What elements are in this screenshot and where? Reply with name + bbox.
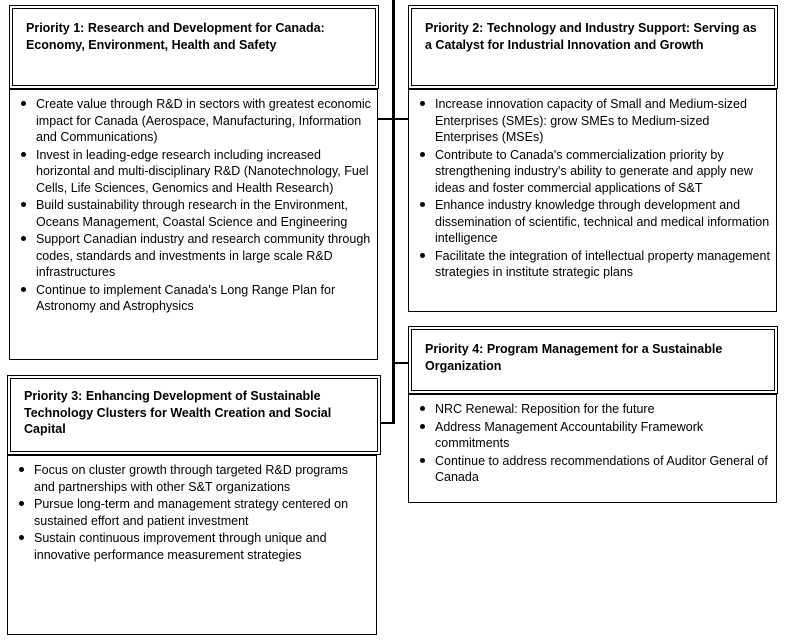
priority1-list-box xyxy=(9,89,378,360)
connector-p1 xyxy=(377,118,393,120)
bullet-icon xyxy=(19,501,24,506)
connector-trunk xyxy=(392,0,395,424)
bullet-icon xyxy=(420,406,425,411)
bullet-icon xyxy=(21,152,26,157)
list-item: Invest in leading-edge research including increased horizontal and multi-disciplinary R&D (Nanotechnology, Fuel Cells, Life Sciences, Genomics and Health Research) xyxy=(18,147,371,197)
priority1-title: Priority 1: Research and Development for Canada: Economy, Environment, Health and Safety xyxy=(26,21,325,52)
priority4-title-box xyxy=(408,326,778,394)
list-item: Focus on cluster growth through targeted R&D programs and partnerships with other S&T organizations xyxy=(16,462,370,495)
list-item: Create value through R&D in sectors with greatest economic impact for Canada (Aerospace, Manufacturing, Information and Communications) xyxy=(18,96,371,146)
list-item: Sustain continuous improvement through unique and innovative performance measurement strategies xyxy=(16,530,370,563)
bullet-icon xyxy=(19,467,24,472)
priority4-title: Priority 4: Program Management for a Sustainable Organization xyxy=(425,342,723,373)
connector-p2 xyxy=(393,118,409,120)
bullet-icon xyxy=(420,458,425,463)
bullet-icon xyxy=(420,152,425,157)
list-item: Contribute to Canada's commercialization priority by strengthening industry's ability to generate and apply new ideas and foster commercial applications of S&T xyxy=(417,147,770,197)
connector-p4 xyxy=(393,362,409,364)
bullet-icon xyxy=(21,202,26,207)
priority2-title-box xyxy=(408,5,778,89)
list-item: Increase innovation capacity of Small and Medium-sized Enterprises (SMEs): grow SMEs to Medium-sized Enterprises (MSEs) xyxy=(417,96,770,146)
list-item: Address Management Accountability Framework commitments xyxy=(417,419,770,452)
list-item: NRC Renewal: Reposition for the future xyxy=(417,401,770,418)
priority2-title: Priority 2: Technology and Industry Support: Serving as a Catalyst for Industrial Innovation and Growth xyxy=(425,21,757,52)
list-item: Facilitate the integration of intellectual property management strategies in institute strategic plans xyxy=(417,248,770,281)
priority3-list-box xyxy=(7,455,377,635)
list-item: Pursue long-term and management strategy centered on sustained effort and patient investment xyxy=(16,496,370,529)
list-item: Enhance industry knowledge through development and dissemination of scientific, technical and medical information intelligence xyxy=(417,197,770,247)
list-item: Continue to address recommendations of Auditor General of Canada xyxy=(417,453,770,486)
bullet-icon xyxy=(19,535,24,540)
priority3-title: Priority 3: Enhancing Development of Sustainable Technology Clusters for Wealth Creation and Social Capital xyxy=(24,389,332,436)
list-item: Continue to implement Canada's Long Range Plan for Astronomy and Astrophysics xyxy=(18,282,371,315)
list-item: Support Canadian industry and research community through codes, standards and investments in large scale R&D infrastructures xyxy=(18,231,371,281)
bullet-icon xyxy=(420,253,425,258)
bullet-icon xyxy=(21,101,26,106)
bullet-icon xyxy=(420,424,425,429)
priority1-title-box xyxy=(9,5,379,89)
priority2-list-box xyxy=(408,89,777,312)
priority4-list-box xyxy=(408,394,777,503)
bullet-icon xyxy=(420,101,425,106)
bullet-icon xyxy=(420,202,425,207)
list-item: Build sustainability through research in the Environment, Oceans Management, Coastal Science and Engineering xyxy=(18,197,371,230)
bullet-icon xyxy=(21,287,26,292)
priority3-title-box xyxy=(7,375,381,455)
bullet-icon xyxy=(21,236,26,241)
